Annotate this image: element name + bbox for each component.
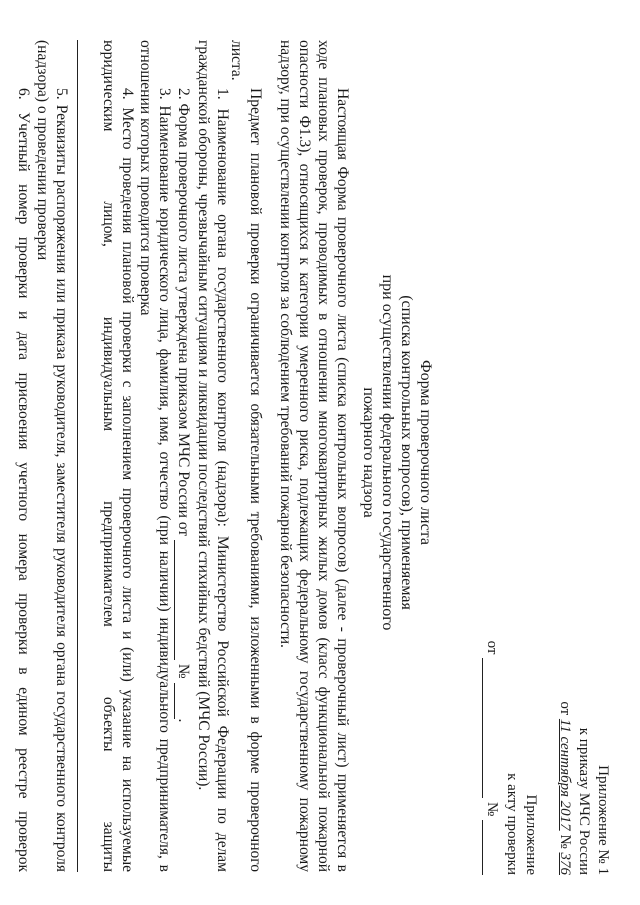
order-appendix xyxy=(555,701,612,875)
form-title: Форма проверочного листа (списка контрольных вопросов), применяемая при осуществлении федерального государственного пожарного надзора xyxy=(360,274,434,631)
handwritten-date: 11 сентября 2017 xyxy=(557,718,573,831)
item-6: 6. Учетный номер проверки и дата присвоения учетного номера проверки в едином реестре проверок xyxy=(15,88,32,872)
act-appendix-date-line: от № xyxy=(482,641,501,875)
item-4-blank-line xyxy=(77,40,78,872)
handwritten-number: 376 xyxy=(557,852,573,875)
item-1: 1. Наименование органа государственного контроля (надзора): Министерство Российской Федерации по делам гражданской обороны, чрезвычайным ситуациям и ликвидации последствий стихийных бедствий (МЧС России). xyxy=(195,40,231,872)
act-date-blank xyxy=(482,658,483,798)
appendix-title: Приложение № 1 xyxy=(595,765,611,875)
item-2: 2. Форма проверочного листа утверждена приказом МЧС России от № . xyxy=(175,88,192,723)
act-appendix xyxy=(502,773,540,875)
intro-paragraph: Настоящая Форма проверочного листа (списка контрольных вопросов) (далее - проверочный лист) применяется в ходе плановых проверок, проводимых в отношении многоквартирных жилых домов (класс функциональной пожарной опасности Ф1.3), относящихся к категории умеренного риска, подлежащих федеральному государственному пожарному надзору, при осуществлении контроля за соблюдением требований пожарной безопасности. xyxy=(277,40,351,872)
order-date-blank xyxy=(174,540,175,660)
appendix-order-ref: к приказу МЧС России xyxy=(576,727,592,875)
subject-paragraph: Предмет плановой проверки ограничивается обязательными требованиями, изложенными в форме проверочного листа. xyxy=(228,40,264,872)
act-appendix-ref: к акту проверки xyxy=(504,773,520,875)
item-3: 3. Наименование юридического лица, фамилия, имя, отчество (при наличии) индивидуального предпринимателя, в отношении которых проводится проверка xyxy=(137,40,173,872)
item-5: 5. Реквизиты распоряжения или приказа руководителя, заместителя руководителя органа государственного контроля (надзора) о проведении проверки xyxy=(34,40,70,872)
act-appendix-title: Приложение xyxy=(523,794,539,875)
appendix-date-line: от 11 сентября 2017 № 376 xyxy=(557,701,573,875)
order-number-blank xyxy=(174,683,175,719)
item-4: 4. Место проведения плановой проверки с заполнением проверочного листа и (или) указание на используемые юридическим лицом, индивидуальным предпринимателем объекты защиты xyxy=(100,40,136,872)
act-number-blank xyxy=(482,820,483,875)
